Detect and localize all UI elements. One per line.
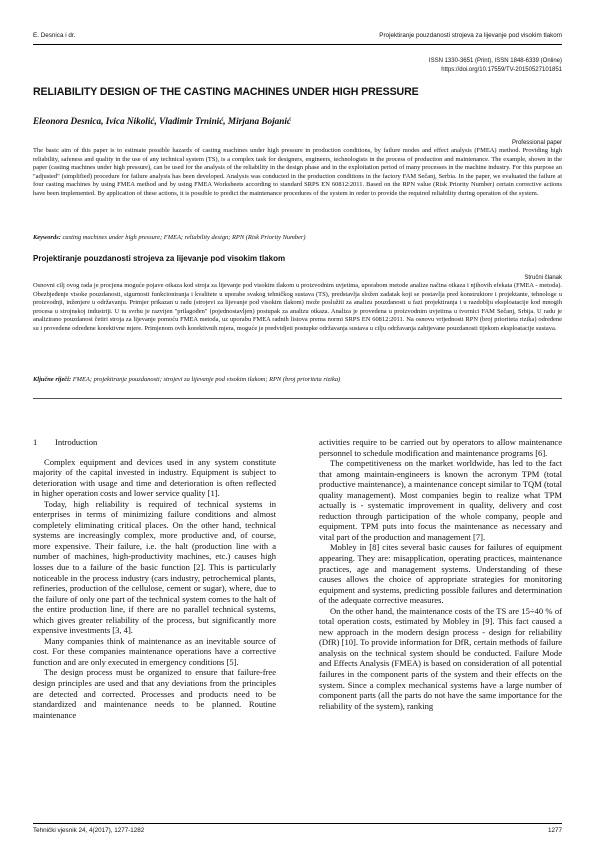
croatian-keywords-label: Ključne riječi: <box>33 376 72 383</box>
footer-rule <box>33 823 562 824</box>
keywords-english <box>33 234 562 241</box>
paragraph: Mobley in [8] cites several basic causes for failures of equipment appearing. They are: misapplication, operating practices, maintenance practices, age and management systems. Understanding of these causes allows the choice of appropriate strategies for monitoring equipment and systems, predicting possible failures and determination of the adequate corrective measures. <box>319 542 562 606</box>
header-authors: E. Desnica i dr. <box>33 32 76 39</box>
paragraph: Many companies think of maintenance as an inevitable source of cost. For these companies maintenance operations have a corrective function and are only executed in emergency conditions [5]. <box>33 635 276 667</box>
paragraph: The design process must be organized to ensure that failure-free design principles are used and that any deviations from the principles are detected and corrected. Processes and products need to be standardized and maintenance needs to be planned. Routine maintenance <box>33 667 276 720</box>
keywords-label: Keywords: <box>33 234 61 241</box>
journal-citation: Tehnički vjesnik 24, 4(2017), 1277-1282 <box>33 827 145 834</box>
paragraph: On the other hand, the maintenance costs of the TS are 15÷40 % of total operation costs, estimated by Mobley in [9]. This fact caused a new approach in the modern design process - design for reliability (DfR) [10]. To provide information for DfR, certain methods of failure analysis on the technical system should be conducted. Failure Mode and Effects Analysis (FMEA) is based on consideration of all potential failures in the component parts of the system and their effects on the system. Since a complex mechanical systems have a large number of component parts (all the parts do not have the same importance for the reliability of the system), ranking <box>319 605 562 711</box>
right-column <box>319 437 562 711</box>
page-footer <box>33 827 562 834</box>
paragraph: activities require to be carried out by operators to allow maintenance personnel to schedule modification and maintenance programs [6]. <box>319 437 562 458</box>
abstract-croatian: Osnovni cilj ovog rada je procjena moguće pojave otkaza kod stroja za lijevanje pod visokim tlakom u proizvodnim uvjetima, uporabom metode analize načina otkaza i njihovih efekata (FMEA - metoda). Obezbjeđenje visoke pouzdanosti, sigurnosti funkcioniranja i kvalitete u uporabe svakog tehničkog sustava (TS), predstavlja složen zadatak koji se postavlja pred konstruktore i projektante, tehnologe u proizvodnji, inženjere u održavanju. Primjer prikazan u radu (strojevi za lijevanje pod visokim tlakom) može poslužiti za analizu pouzdanosti u fazi projektiranja i u razdoblju eksploatacije kod mnogih procesa u strojnskoj industriji. U tu svrhu je razvijen "prilagođen" (pojednostavljen) postupak za analizu otkaza. Analiza je provedena u proizvodnim uvjetima u tvornici FAM Sečanj, Srbija. U radu je analizirano pouzdanost četiri stroja za lijevanje pomoću FMEA metoda, uz uporabu FMEA radnih listova prema normi SRPS EN 60812:2011. Na osnovu vrijednosti RPN (broj prioriteta rizika) određene su i provedene određene korektivne mjere. Primjenom ovih korektivnih mjera, moguće je predvidjeti postupke održavanja sustava u cilju održavanja zahtjevane pouzdanosti tijekom eksploatacije sustava. <box>33 282 562 332</box>
issn-block <box>429 57 562 75</box>
page-number: 1277 <box>547 827 562 834</box>
abstract-english: The basic aim of this paper is to estimate possible hazards of casting machines under high pressure in production conditions, by failure modes and effect analysis (FMEA) method. Providing high reliability, safeness and quality in the use of any technical system (TS), is a complex task for designers, engineers, technologists in the process of production and maintenance. The example, shown in the paper (casting machines under high pressure), can be used for the analysis of the reliability in the design phase and in the exploitation period of many processes in the machine industry. For this purpose an "adjusted" (simplified) procedure for failure analysis has been developed. Analysis was conducted in the production conditions in the factory FAM Sečanj, Serbia. In the paper, we evaluated the failure at four casting machines by using FMEA method and by using FMEA Worksheets according to standard SRPS EN 60812:2011. Based on the RPN value (Risk Priority Number) certain corrective actions have been implemented. By application of these actions, it is possible to predict the maintenance procedures of the system in order to provide the required reliability during operation of the system. <box>33 147 562 197</box>
section-title: Introduction <box>55 437 98 447</box>
croatian-paper-type-label: Stručni članak <box>524 275 562 281</box>
paper-title: RELIABILITY DESIGN OF THE CASTING MACHINES UNDER HIGH PRESSURE <box>33 86 419 98</box>
keywords-text: casting machines under high pressure; FMEA; reliability design; RPN (Risk Priority Number) <box>62 234 306 241</box>
keywords-croatian <box>33 376 562 383</box>
left-column <box>33 437 276 720</box>
section-heading <box>33 437 276 448</box>
doi-link[interactable]: https://doi.org/10.17559/TV-20150527101851 <box>441 67 562 73</box>
author-list: Eleonora Desnica, Ivica Nikolić, Vladimir Trninić, Mirjana Bojanić <box>33 116 291 126</box>
header-rule <box>33 44 562 45</box>
paragraph: Today, high reliability is required of technical systems in enterprises in terms of minimizing failure conditions and almost completely eliminating critical places. On the other hand, technical systems are increasingly complex, more productive and, of course, more expensive. Their failure, i.e. the halt (production line with a number of machines, high-productivity machines, etc.) causes high losses due to a failure of the basic function [2]. This is particularly noticeable in the process industry (cars industry, petrochemical plants, refineries, production of the cellulose, cement or sugar), where, due to the failure of only one part of the technical system comes to the halt of the entire production line, if there are no parallel technical systems, which gives greater reliability of the process, but significantly more expensive investments [3, 4]. <box>33 498 276 636</box>
croatian-title: Projektiranje pouzdanosti strojeva za lijevanje pod visokim tlakom <box>33 254 286 263</box>
croatian-keywords-text: FMEA; projektiranje pouzdanosti; strojevi za lijevanje pod visokim tlakom; RPN (broj prioriteta rizika) <box>72 376 341 383</box>
paragraph: The competitiveness on the market worldwide, has led to the fact that among maintain-engineers is known the acronym TPM (total productive maintenance), a maintenance concept similar to TQM (total quality management). Most companies begin to realize what TPM actually is - systematic improvement in quality, delivery and cost reduction through participation of the whole company, people and equipment. TPM puts into focus the maintenance as necessary and vital part of the production and management [7]. <box>319 458 562 542</box>
running-header <box>33 32 562 44</box>
paper-type-label: Professional paper <box>511 140 562 146</box>
issn-line: ISSN 1330-3651 (Print), ISSN 1848-6339 (Online) <box>428 58 562 64</box>
header-title: Projektiranje pouzdanosti strojeva za lijevanje pod visokim tlakom <box>379 32 562 39</box>
section-number: 1 <box>33 437 38 447</box>
abstract-divider <box>33 398 562 399</box>
paragraph: Complex equipment and devices used in any system constitute majority of the capital invested in industry. Equipment is subject to deterioration with usage and time and deterioration is often reflected in higher operation costs and lower service quality [1]. <box>33 456 276 499</box>
